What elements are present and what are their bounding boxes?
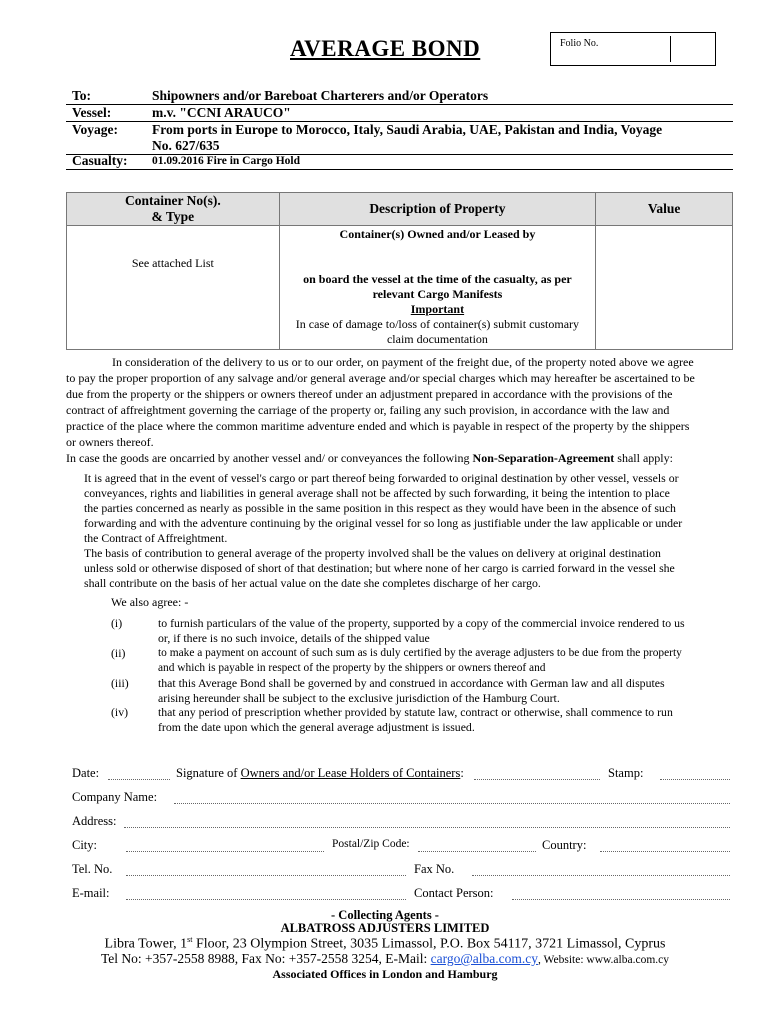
- fax-field[interactable]: [472, 875, 730, 876]
- item-number: (ii): [111, 646, 126, 660]
- associated-offices: Associated Offices in London and Hamburg: [272, 967, 498, 981]
- consideration-paragraph: In consideration of the delivery to us or to our order, on payment of the freight due, of the property noted above we agree to pay the proper proportion of any salvage and/or general average and/or special charges which may hereafter be ascertained to be due from the property or the shippers or owners thereof under an adjustment prepared in accordance with the provisions of the contract of affreightment governing the carriage of the property or, failing any such provision, in accordance with the law and practice of the place where the common maritime adventure ended and which is payable in respect of the property by the shippers or owners thereof.: [66, 355, 695, 449]
- stamp-field[interactable]: [660, 779, 730, 780]
- postal-field[interactable]: [418, 851, 536, 852]
- also-agree-label: We also agree: -: [111, 595, 189, 609]
- date-label: Date:: [72, 766, 100, 780]
- list-item: to furnish particulars of the value of the property, supported by a copy of the commercial invoice rendered to us or, if there is no such invoice, details of the shipped value: [158, 616, 685, 645]
- folio-divider: [670, 36, 671, 62]
- agent-contact: Tel No: +357-2558 8988, Fax No: +357-2558 3254, E-Mail: cargo@alba.com.cy, Website: www.alba.com.cy: [100, 951, 669, 966]
- website-link[interactable]: www.alba.com.cy: [586, 954, 669, 966]
- vessel-label: Vessel:: [72, 105, 112, 120]
- city-label: City:: [72, 838, 98, 852]
- voyage-value-line2: No. 627/635: [152, 138, 220, 153]
- company-label: Company Name:: [72, 790, 158, 804]
- address-label: Address:: [72, 814, 117, 828]
- voyage-value-line1: From ports in Europe to Morocco, Italy, Saudi Arabia, UAE, Pakistan and India, Voyage: [152, 122, 663, 137]
- email-link[interactable]: cargo@alba.com.cy: [430, 951, 539, 966]
- email-label: E-mail:: [72, 886, 110, 900]
- company-field[interactable]: [174, 803, 730, 804]
- container-cell[interactable]: See attached List: [67, 226, 280, 350]
- date-field[interactable]: [108, 779, 170, 780]
- tel-label: Tel. No.: [72, 862, 113, 876]
- non-separation-intro: In case the goods are oncarried by another vessel and/ or conveyances the following Non-Separation-Agreement shall apply:: [66, 451, 673, 465]
- email-field[interactable]: [126, 899, 406, 900]
- stamp-label: Stamp:: [608, 766, 644, 780]
- value-cell[interactable]: [596, 226, 733, 350]
- signature-label: Signature of Owners and/or Lease Holders of Containers:: [176, 766, 464, 780]
- tel-field[interactable]: [126, 875, 406, 876]
- fax-label: Fax No.: [414, 862, 455, 876]
- signature-field[interactable]: [474, 779, 600, 780]
- collecting-agents: - Collecting Agents -: [331, 908, 439, 922]
- country-label: Country:: [542, 838, 587, 852]
- description-cell: Container(s) Owned and/or Leased by on board the vessel at the time of the casualty, as per relevant Cargo Manifests Important In case of damage to/loss of container(s) submit customary claim documentation: [279, 226, 596, 350]
- agent-address: Libra Tower, 1st Floor, 23 Olympion Street, 3035 Limassol, P.O. Box 54117, 3721 Limassol, Cyprus: [104, 935, 666, 952]
- casualty-value: 01.09.2016 Fire in Cargo Hold: [152, 155, 301, 167]
- folio-label: Folio No.: [560, 38, 599, 49]
- item-number: (i): [111, 616, 123, 630]
- folio-box[interactable]: [550, 32, 716, 66]
- description-header: Description of Property: [279, 193, 596, 226]
- contact-field[interactable]: [512, 899, 730, 900]
- agreement-paragraph: It is agreed that in the event of vessel's cargo or part thereof being forwarded to original destination by other vessel, vessels or conveyances, rights and liabilities in general average shall not be affected by such forwarding, it being the intention to place the parties concerned as nearly as possible in the same position in this respect as they would have been in the absence of such forwarding and with the adventure continuing by the original vessel for so long as justifiable under the law applicable or under the Contract of Affreightment. The basis of contribution to general average of the property involved shall be the values on delivery at original destination unless sold or otherwise disposed of short of that destination; but where none of her cargo is carried forward in the vessel she shall contribute on the basis of her actual value on the date she completes discharge of her cargo.: [84, 471, 683, 590]
- postal-label: Postal/Zip Code:: [332, 838, 410, 850]
- voyage-label: Voyage:: [72, 122, 118, 137]
- item-number: (iii): [111, 676, 129, 690]
- page-title: AVERAGE BOND: [290, 36, 481, 61]
- value-header: Value: [596, 193, 733, 226]
- to-label: To:: [72, 88, 92, 103]
- table-row: [67, 226, 733, 350]
- agent-company: ALBATROSS ADJUSTERS LIMITED: [280, 921, 490, 935]
- address-field[interactable]: [124, 827, 730, 828]
- country-field[interactable]: [600, 851, 730, 852]
- container-header: Container No(s). & Type: [67, 193, 280, 226]
- casualty-label: Casualty:: [72, 153, 128, 168]
- city-field[interactable]: [126, 851, 324, 852]
- property-table: [66, 192, 733, 350]
- item-number: (iv): [111, 705, 129, 719]
- list-item: to make a payment on account of such sum as is duly certified by the average adjusters to be due from the property and which is payable in respect of the property by the shippers or owners thereof and: [158, 647, 682, 674]
- table-header-row: [67, 193, 733, 226]
- vessel-value: m.v. "CCNI ARAUCO": [152, 105, 291, 120]
- list-item: that any period of prescription whether provided by statute law, contract or otherwise, shall commence to run from the date upon which the general average adjustment is issued.: [158, 705, 673, 734]
- list-item: that this Average Bond shall be governed by and construed in accordance with German law and all disputes arising hereunder shall be subject to the exclusive jurisdiction of the Hamburg Court.: [158, 676, 665, 705]
- contact-label: Contact Person:: [414, 886, 494, 900]
- to-value: Shipowners and/or Bareboat Charterers and/or Operators: [152, 88, 489, 103]
- divider: [66, 169, 733, 170]
